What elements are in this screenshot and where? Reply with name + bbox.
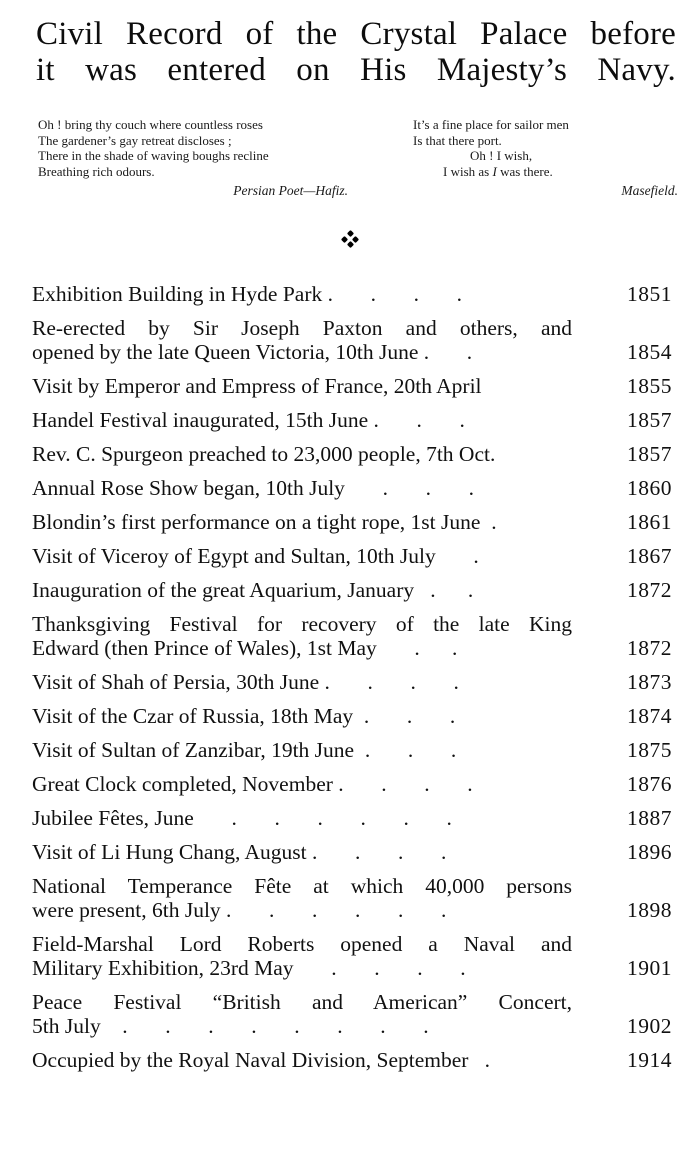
record-text: were present, 6th July	[32, 898, 221, 922]
four-diamond-fleuron-icon	[342, 231, 358, 247]
record-description	[32, 510, 572, 534]
record-year: 1860	[627, 476, 672, 500]
record-text-line	[32, 806, 572, 830]
record-text-line	[32, 578, 572, 602]
record-year: 1872	[627, 636, 672, 660]
record-text-line	[32, 990, 572, 1014]
record-text-line	[32, 840, 572, 864]
record-year: 1887	[627, 806, 672, 830]
poem-line: Oh ! bring thy couch where countless roses	[38, 117, 263, 132]
record-text-line	[32, 612, 572, 636]
record-entry	[32, 840, 672, 864]
record-description	[32, 1048, 572, 1072]
record-year: 1875	[627, 738, 672, 762]
record-text: National Temperance Fête at which 40,000 persons	[32, 874, 572, 898]
record-text: Great Clock completed, November	[32, 772, 333, 796]
record-text: Military Exhibition, 23rd May	[32, 956, 294, 980]
dot-leader: . .	[418, 340, 473, 364]
record-text-line	[32, 1048, 572, 1072]
record-description	[32, 772, 572, 796]
record-text: Visit of Sultan of Zanzibar, 19th June	[32, 738, 355, 762]
record-description	[32, 840, 572, 864]
ornament-diamond	[346, 241, 353, 248]
record-year: 1857	[627, 408, 672, 432]
record-description	[32, 374, 572, 398]
record-text-line	[32, 510, 572, 534]
record-text-line	[32, 636, 572, 660]
dot-leader: . .	[376, 636, 458, 660]
record-text-line	[32, 956, 572, 980]
ornament-diamond	[341, 235, 348, 242]
record-text-line	[32, 898, 572, 922]
record-year: 1898	[627, 898, 672, 922]
record-description	[32, 476, 572, 500]
record-entry	[32, 544, 672, 568]
record-text: Visit of the Czar of Russia, 18th May	[32, 704, 354, 728]
record-year: 1876	[627, 772, 672, 796]
record-text-line	[32, 772, 572, 796]
record-year: 1851	[627, 282, 672, 306]
record-description	[32, 316, 572, 364]
record-description	[32, 282, 572, 306]
record-text: Visit of Shah of Persia, 30th June	[32, 670, 320, 694]
record-entry	[32, 670, 672, 694]
dot-leader: .	[435, 544, 479, 568]
dot-leader: . . . .	[306, 840, 447, 864]
title-line-2: it was entered on His Majesty’s Navy.	[36, 52, 676, 88]
poem-line: Breathing rich odours.	[38, 163, 155, 179]
dot-leader: .	[480, 510, 497, 534]
record-entry	[32, 704, 672, 728]
poem-line: I wish as I was there.	[443, 163, 553, 179]
record-entry	[32, 932, 672, 980]
record-entry	[32, 442, 672, 466]
record-text: Visit by Emperor and Empress of France, 20th April	[32, 374, 482, 398]
record-entry	[32, 408, 672, 432]
record-year: 1874	[627, 704, 672, 728]
epigraph-masefield	[413, 117, 678, 199]
record-description	[32, 932, 572, 980]
record-text: Handel Festival inaugurated, 15th June	[32, 408, 369, 432]
record-description	[32, 874, 572, 922]
record-text: Visit of Viceroy of Egypt and Sultan, 10th July	[32, 544, 436, 568]
record-text-line	[32, 670, 572, 694]
record-text-line	[32, 316, 572, 340]
record-text-line	[32, 874, 572, 898]
record-text-line	[32, 932, 572, 956]
record-text: Re-erected by Sir Joseph Paxton and others, and	[32, 316, 572, 340]
record-text-line	[32, 340, 572, 364]
poem-line: Is that there port.	[413, 132, 502, 148]
record-year: 1873	[627, 670, 672, 694]
record-year: 1914	[627, 1048, 672, 1072]
record-text-line	[32, 408, 572, 432]
record-text: Blondin’s first performance on a tight rope, 1st June	[32, 510, 481, 534]
dot-leader: .	[468, 1048, 490, 1072]
ornament-diamond	[352, 235, 359, 242]
record-text: Exhibition Building in Hyde Park	[32, 282, 323, 306]
dot-leader: . . . . . .	[193, 806, 452, 830]
record-entry	[32, 1048, 672, 1072]
record-text-line	[32, 282, 572, 306]
poem-line: The gardener’s gay retreat discloses ;	[38, 132, 232, 148]
emphasis: I	[492, 163, 497, 179]
poem-line: Oh ! I wish,	[470, 148, 533, 163]
record-entry	[32, 316, 672, 364]
record-text-line	[32, 544, 572, 568]
epigraph-hafiz	[38, 117, 348, 199]
poem-attribution: Persian Poet—Hafiz.	[233, 183, 348, 198]
record-text: Inauguration of the great Aquarium, January	[32, 578, 415, 602]
dot-leader: . .	[414, 578, 474, 602]
record-year: 1902	[627, 1014, 672, 1038]
record-entry	[32, 282, 672, 306]
record-text-line	[32, 476, 572, 500]
record-year: 1855	[627, 374, 672, 398]
dot-leader: . . .	[353, 704, 456, 728]
record-list	[32, 282, 672, 1082]
record-description	[32, 806, 572, 830]
record-text: Visit of Li Hung Chang, August	[32, 840, 307, 864]
record-text: Occupied by the Royal Naval Division, September	[32, 1048, 469, 1072]
record-text: Field-Marshal Lord Roberts opened a Naval and	[32, 932, 572, 956]
record-description	[32, 990, 572, 1038]
record-description	[32, 704, 572, 728]
record-entry	[32, 612, 672, 660]
record-year: 1896	[627, 840, 672, 864]
record-text-line	[32, 738, 572, 762]
title-line-1: Civil Record of the Crystal Palace before	[36, 16, 676, 52]
record-entry	[32, 990, 672, 1038]
record-text: opened by the late Queen Victoria, 10th June	[32, 340, 419, 364]
record-year: 1857	[627, 442, 672, 466]
record-year: 1901	[627, 956, 672, 980]
record-year: 1861	[627, 510, 672, 534]
record-text-line	[32, 374, 572, 398]
record-text: 5th July	[32, 1014, 101, 1038]
poem-attribution: Masefield.	[621, 183, 678, 198]
dot-leader: . . . .	[319, 670, 459, 694]
record-entry	[32, 738, 672, 762]
record-text: Rev. C. Spurgeon preached to 23,000 people, 7th Oct.	[32, 442, 496, 466]
record-description	[32, 544, 572, 568]
dot-leader: . . . .	[293, 956, 466, 980]
record-text-line	[32, 442, 572, 466]
record-text: Annual Rose Show began, 10th July	[32, 476, 345, 500]
dot-leader: . . . .	[322, 282, 462, 306]
record-description	[32, 612, 572, 660]
record-description	[32, 408, 572, 432]
record-text: Edward (then Prince of Wales), 1st May	[32, 636, 377, 660]
record-entry	[32, 874, 672, 922]
dot-leader: . . .	[368, 408, 465, 432]
record-entry	[32, 476, 672, 500]
dot-leader: . . . .	[332, 772, 473, 796]
record-description	[32, 442, 572, 466]
record-year: 1872	[627, 578, 672, 602]
dot-leader: . . . . . . . .	[100, 1014, 429, 1038]
record-text: Peace Festival “British and American” Concert,	[32, 990, 572, 1014]
dot-leader: . . .	[344, 476, 474, 500]
record-description	[32, 578, 572, 602]
ornament-diamond	[346, 230, 353, 237]
record-text: Thanksgiving Festival for recovery of the late King	[32, 612, 572, 636]
dot-leader: . . .	[354, 738, 457, 762]
poem-line: There in the shade of waving boughs recline	[38, 148, 269, 163]
record-entry	[32, 510, 672, 534]
record-entry	[32, 772, 672, 796]
page-title	[36, 16, 676, 88]
record-entry	[32, 578, 672, 602]
record-text-line	[32, 704, 572, 728]
record-year: 1854	[627, 340, 672, 364]
dot-leader: . . . . . .	[220, 898, 447, 922]
record-text-line	[32, 1014, 572, 1038]
record-text: Jubilee Fêtes, June	[32, 806, 194, 830]
poem-line: It’s a fine place for sailor men	[413, 117, 569, 132]
record-description	[32, 670, 572, 694]
record-year: 1867	[627, 544, 672, 568]
record-entry	[32, 374, 672, 398]
record-entry	[32, 806, 672, 830]
record-description	[32, 738, 572, 762]
